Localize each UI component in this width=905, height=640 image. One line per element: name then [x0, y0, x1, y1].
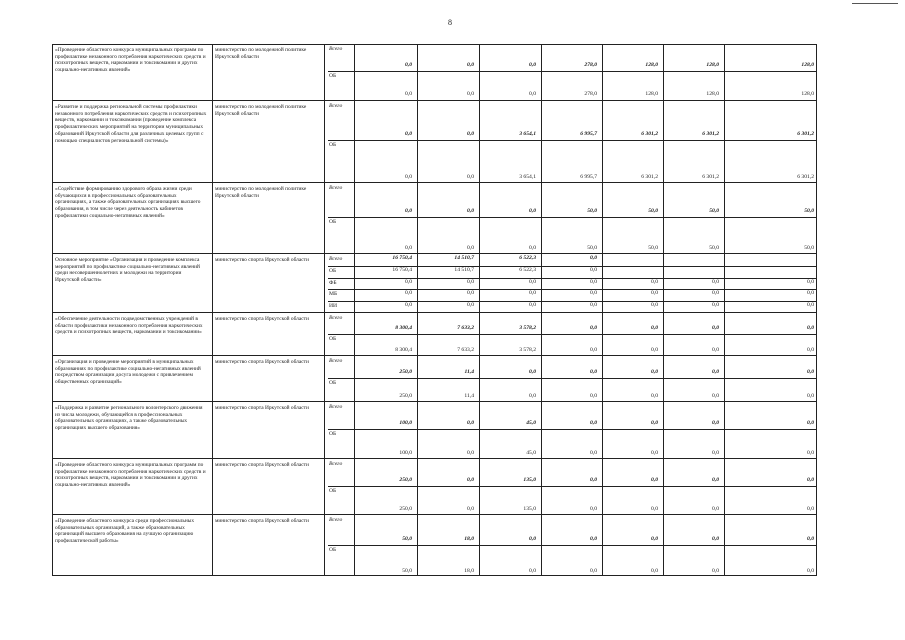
amount-cell: 250,0	[399, 477, 412, 483]
amount-cell: 135,0	[523, 477, 536, 483]
amount-cell: 0,0	[405, 302, 412, 308]
amount-cell: 0,0	[590, 369, 597, 375]
funding-source-label: Всего	[329, 185, 343, 191]
amount-cell: 0,0	[467, 208, 474, 214]
amount-cell: 0,0	[467, 279, 474, 285]
amount-cell: 0,0	[590, 420, 597, 426]
amount-cell: 0,0	[467, 506, 474, 512]
amount-cell: 6 522,3	[519, 267, 536, 273]
measure-description: «Содействие формированию здорового образа жизни среди обучающихся в профессиональных образовательных организациях, а также образовательных организациях высшего образования, в том числе через деятельность кабинетов профилактики социально-негативных явлений»	[55, 186, 201, 219]
amount-cell: 0,0	[467, 450, 474, 456]
amount-cell: 50,0	[648, 245, 658, 251]
source-divider	[328, 140, 817, 141]
amount-cell: 0,0	[651, 325, 658, 331]
amount-cell: 0,0	[529, 369, 536, 375]
amount-cell: 0,0	[807, 302, 814, 308]
amount-cell: 0,0	[651, 536, 658, 542]
responsible-executor: министерство спорта Иркутской области	[215, 359, 309, 365]
amount-cell: 0,0	[590, 347, 597, 353]
amount-cell: 6 301,2	[797, 131, 814, 137]
amount-cell: 0,0	[590, 302, 597, 308]
amount-cell: 0,0	[590, 536, 597, 542]
amount-cell: 3 654,1	[519, 131, 536, 137]
amount-cell: 0,0	[651, 477, 658, 483]
amount-cell: 0,0	[590, 255, 597, 261]
amount-cell: 0,0	[529, 62, 536, 68]
funding-source-label: Всего	[329, 315, 343, 321]
amount-cell: 0,0	[529, 290, 536, 296]
amount-cell: 11,4	[464, 393, 474, 399]
amount-cell: 8 300,4	[395, 347, 412, 353]
funding-table	[52, 44, 817, 576]
responsible-executor: министерство по молодежной политике Иркутской области	[215, 104, 307, 117]
amount-cell: 0,0	[590, 279, 597, 285]
amount-cell: 0,0	[590, 477, 597, 483]
responsible-executor: министерство спорта Иркутской области	[215, 518, 309, 524]
amount-cell: 0,0	[467, 290, 474, 296]
amount-cell: 250,0	[399, 369, 412, 375]
amount-cell: 50,0	[709, 245, 719, 251]
amount-cell: 0,0	[529, 536, 536, 542]
measure-description: «Проведение областного конкурса муниципальных программ по профилактике незаконного потребления наркотических средств и психотропных веществ, наркомании и токсикомании и других социально-негативных явлений»	[55, 47, 206, 74]
amount-cell: 0,0	[529, 302, 536, 308]
amount-cell: 250,0	[399, 393, 412, 399]
amount-cell: 128,0	[706, 62, 719, 68]
amount-cell: 0,0	[807, 450, 814, 456]
amount-cell: 0,0	[712, 536, 719, 542]
measure-description: «Организация и проведение мероприятий в муниципальных образованиях по профилактике социально-негативных явлений посредством организации досуга молодежи с привлечением общественных организаций»	[55, 359, 201, 386]
amount-cell: 0,0	[405, 131, 412, 137]
amount-cell: 18,0	[464, 536, 474, 542]
source-divider	[328, 378, 817, 379]
amount-cell: 6 301,2	[702, 174, 719, 180]
responsible-executor: министерство спорта Иркутской области	[215, 462, 309, 468]
amount-cell: 128,0	[801, 62, 814, 68]
amount-cell: 6 522,3	[519, 255, 536, 261]
amount-cell: 0,0	[651, 279, 658, 285]
amount-cell: 50,0	[587, 208, 597, 214]
measure-description: «Развитие и поддержка региональной системы профилактики незаконного потребления наркотических средств и психотропных веществ, наркомании и токсикомании (проведение комплекса профилактических мероприятий на территории муниципальных образований Иркутской области для различных целевых групп с помощью специалистов региональной системы)»	[55, 104, 207, 144]
table-row	[52, 253, 817, 312]
amount-cell: 11,4	[464, 369, 474, 375]
amount-cell: 8 300,4	[395, 325, 412, 331]
table-row	[52, 355, 817, 401]
amount-cell: 3 654,1	[519, 174, 536, 180]
amount-cell: 0,0	[529, 91, 536, 97]
amount-cell: 0,0	[712, 347, 719, 353]
amount-cell: 0,0	[529, 208, 536, 214]
amount-cell: 50,0	[587, 245, 597, 251]
amount-cell: 278,0	[584, 62, 597, 68]
source-divider	[328, 429, 817, 430]
funding-source-label: ФБ	[329, 280, 337, 286]
funding-source-label: ОБ	[329, 336, 337, 342]
amount-cell: 45,0	[526, 420, 536, 426]
amount-cell: 0,0	[590, 290, 597, 296]
amount-cell: 0,0	[807, 347, 814, 353]
amount-cell: 0,0	[807, 369, 814, 375]
source-divider	[328, 334, 817, 335]
amount-cell: 0,0	[467, 245, 474, 251]
funding-source-label: ОБ	[329, 219, 337, 225]
amount-cell: 7 633,2	[457, 347, 474, 353]
amount-cell: 0,0	[405, 208, 412, 214]
measure-description: «Проведение областного конкурса муниципальных программ по профилактике незаконного потребления наркотических средств и психотропных веществ, наркомании и токсикомании и других социально-негативных явлений»	[55, 462, 206, 489]
amount-cell: 3 578,2	[519, 325, 536, 331]
source-divider	[328, 71, 817, 72]
amount-cell: 50,0	[709, 208, 719, 214]
measure-description: Основное мероприятие «Организация и проведение комплекса мероприятий по профилактике социально-негативных явлений среди несовершеннолетних и молодежи на территории Иркутской области»	[55, 257, 200, 284]
table-row	[52, 514, 817, 576]
funding-source-label: Всего	[329, 256, 343, 262]
amount-cell: 0,0	[651, 369, 658, 375]
funding-source-label: ОБ	[329, 488, 337, 494]
amount-cell: 50,0	[402, 568, 412, 574]
amount-cell: 0,0	[590, 568, 597, 574]
amount-cell: 0,0	[712, 477, 719, 483]
amount-cell: 0,0	[712, 279, 719, 285]
amount-cell: 0,0	[405, 279, 412, 285]
amount-cell: 135,0	[523, 506, 536, 512]
responsible-executor: министерство спорта Иркутской области	[215, 316, 309, 322]
amount-cell: 6 995,7	[580, 174, 597, 180]
amount-cell: 0,0	[807, 477, 814, 483]
amount-cell: 0,0	[712, 369, 719, 375]
table-row	[52, 100, 817, 182]
amount-cell: 128,0	[706, 91, 719, 97]
amount-cell: 0,0	[467, 302, 474, 308]
amount-cell: 0,0	[590, 506, 597, 512]
funding-source-label: Всего	[329, 358, 343, 364]
amount-cell: 18,0	[464, 568, 474, 574]
amount-cell: 6 301,2	[797, 174, 814, 180]
amount-cell: 0,0	[405, 62, 412, 68]
table-row	[52, 312, 817, 355]
amount-cell: 128,0	[645, 91, 658, 97]
amount-cell: 100,0	[399, 450, 412, 456]
funding-source-label: ОБ	[329, 142, 337, 148]
amount-cell: 6 995,7	[580, 131, 597, 137]
amount-cell: 0,0	[712, 393, 719, 399]
responsible-executor: министерство по молодежной политике Иркутской области	[215, 186, 307, 199]
responsible-executor: министерство спорта Иркутской области	[215, 405, 309, 411]
amount-cell: 0,0	[807, 506, 814, 512]
funding-source-label: ОБ	[329, 73, 337, 79]
amount-cell: 128,0	[801, 91, 814, 97]
funding-source-label: ОБ	[329, 547, 337, 553]
amount-cell: 16 750,4	[392, 267, 412, 273]
source-divider	[328, 545, 817, 546]
amount-cell: 0,0	[467, 62, 474, 68]
measure-description: «Проведение областного конкурса среди профессиональных образовательных организаций, а также образовательных организаций высшего образования на лучшую организацию профилактической работы»	[55, 518, 195, 545]
amount-cell: 128,0	[645, 62, 658, 68]
amount-cell: 0,0	[807, 279, 814, 285]
amount-cell: 6 301,2	[641, 174, 658, 180]
responsible-executor: министерство спорта Иркутской области	[215, 257, 309, 263]
amount-cell: 16 750,4	[392, 255, 412, 261]
amount-cell: 0,0	[467, 477, 474, 483]
funding-source-label: МБ	[329, 291, 338, 297]
amount-cell: 0,0	[712, 302, 719, 308]
amount-cell: 0,0	[712, 450, 719, 456]
source-divider	[328, 486, 817, 487]
responsible-executor: министерство по молодежной политике Иркутской области	[215, 47, 307, 60]
amount-cell: 0,0	[807, 325, 814, 331]
amount-cell: 0,0	[712, 420, 719, 426]
amount-cell: 0,0	[467, 174, 474, 180]
amount-cell: 50,0	[648, 208, 658, 214]
amount-cell: 0,0	[529, 279, 536, 285]
amount-cell: 0,0	[467, 91, 474, 97]
amount-cell: 0,0	[651, 290, 658, 296]
amount-cell: 50,0	[804, 245, 814, 251]
amount-cell: 0,0	[467, 131, 474, 137]
amount-cell: 0,0	[651, 568, 658, 574]
amount-cell: 0,0	[590, 325, 597, 331]
funding-source-label: Всего	[329, 461, 343, 467]
top-edge-line	[852, 3, 898, 4]
source-divider	[328, 217, 817, 218]
amount-cell: 0,0	[807, 536, 814, 542]
amount-cell: 0,0	[807, 393, 814, 399]
funding-source-label: Всего	[329, 517, 343, 523]
amount-cell: 45,0	[526, 450, 536, 456]
amount-cell: 0,0	[651, 393, 658, 399]
funding-source-label: Всего	[329, 404, 343, 410]
measure-description: «Обеспечение деятельности подведомственных учреждений в области профилактики незаконного потребления наркотических средств и психотропных веществ, наркомании и токсикомании»	[55, 316, 203, 336]
amount-cell: 0,0	[405, 290, 412, 296]
amount-cell: 50,0	[402, 536, 412, 542]
amount-cell: 14 510,7	[454, 255, 474, 261]
amount-cell: 0,0	[590, 450, 597, 456]
amount-cell: 0,0	[712, 325, 719, 331]
amount-cell: 6 301,2	[702, 131, 719, 137]
amount-cell: 0,0	[529, 568, 536, 574]
amount-cell: 14 510,7	[454, 267, 474, 273]
amount-cell: 0,0	[405, 245, 412, 251]
amount-cell: 0,0	[712, 568, 719, 574]
amount-cell: 0,0	[807, 420, 814, 426]
table-row	[52, 182, 817, 253]
amount-cell: 50,0	[804, 208, 814, 214]
amount-cell: 0,0	[590, 267, 597, 273]
amount-cell: 0,0	[712, 506, 719, 512]
amount-cell: 0,0	[807, 568, 814, 574]
amount-cell: 278,0	[584, 91, 597, 97]
funding-source-label: ОБ	[329, 431, 337, 437]
amount-cell: 0,0	[529, 245, 536, 251]
amount-cell: 0,0	[405, 174, 412, 180]
amount-cell: 0,0	[590, 393, 597, 399]
amount-cell: 0,0	[651, 347, 658, 353]
amount-cell: 0,0	[651, 506, 658, 512]
amount-cell: 0,0	[529, 393, 536, 399]
amount-cell: 250,0	[399, 506, 412, 512]
amount-cell: 0,0	[651, 420, 658, 426]
amount-cell: 100,0	[399, 420, 412, 426]
amount-cell: 6 301,2	[641, 131, 658, 137]
funding-source-label: ОБ	[329, 380, 337, 386]
amount-cell: 3 578,2	[519, 347, 536, 353]
amount-cell: 0,0	[807, 290, 814, 296]
table-row	[52, 44, 817, 100]
amount-cell: 0,0	[651, 302, 658, 308]
table-row	[52, 458, 817, 514]
amount-cell: 0,0	[467, 420, 474, 426]
funding-source-label: Всего	[329, 46, 343, 52]
amount-cell: 7 633,2	[457, 325, 474, 331]
measure-description: «Поддержка и развитие регионального волонтерского движения из числа молодежи, обучающейся в профессиональных образовательных организациях, а также образовательных организациях высшего образования»	[55, 405, 203, 432]
funding-source-label: ОБ	[329, 268, 337, 274]
table-row	[52, 401, 817, 458]
amount-cell: 0,0	[405, 91, 412, 97]
funding-source-label: Всего	[329, 103, 343, 109]
funding-source-label: ИИ	[329, 303, 338, 309]
amount-cell: 0,0	[712, 290, 719, 296]
page-number: 8	[448, 18, 452, 27]
amount-cell: 0,0	[651, 450, 658, 456]
